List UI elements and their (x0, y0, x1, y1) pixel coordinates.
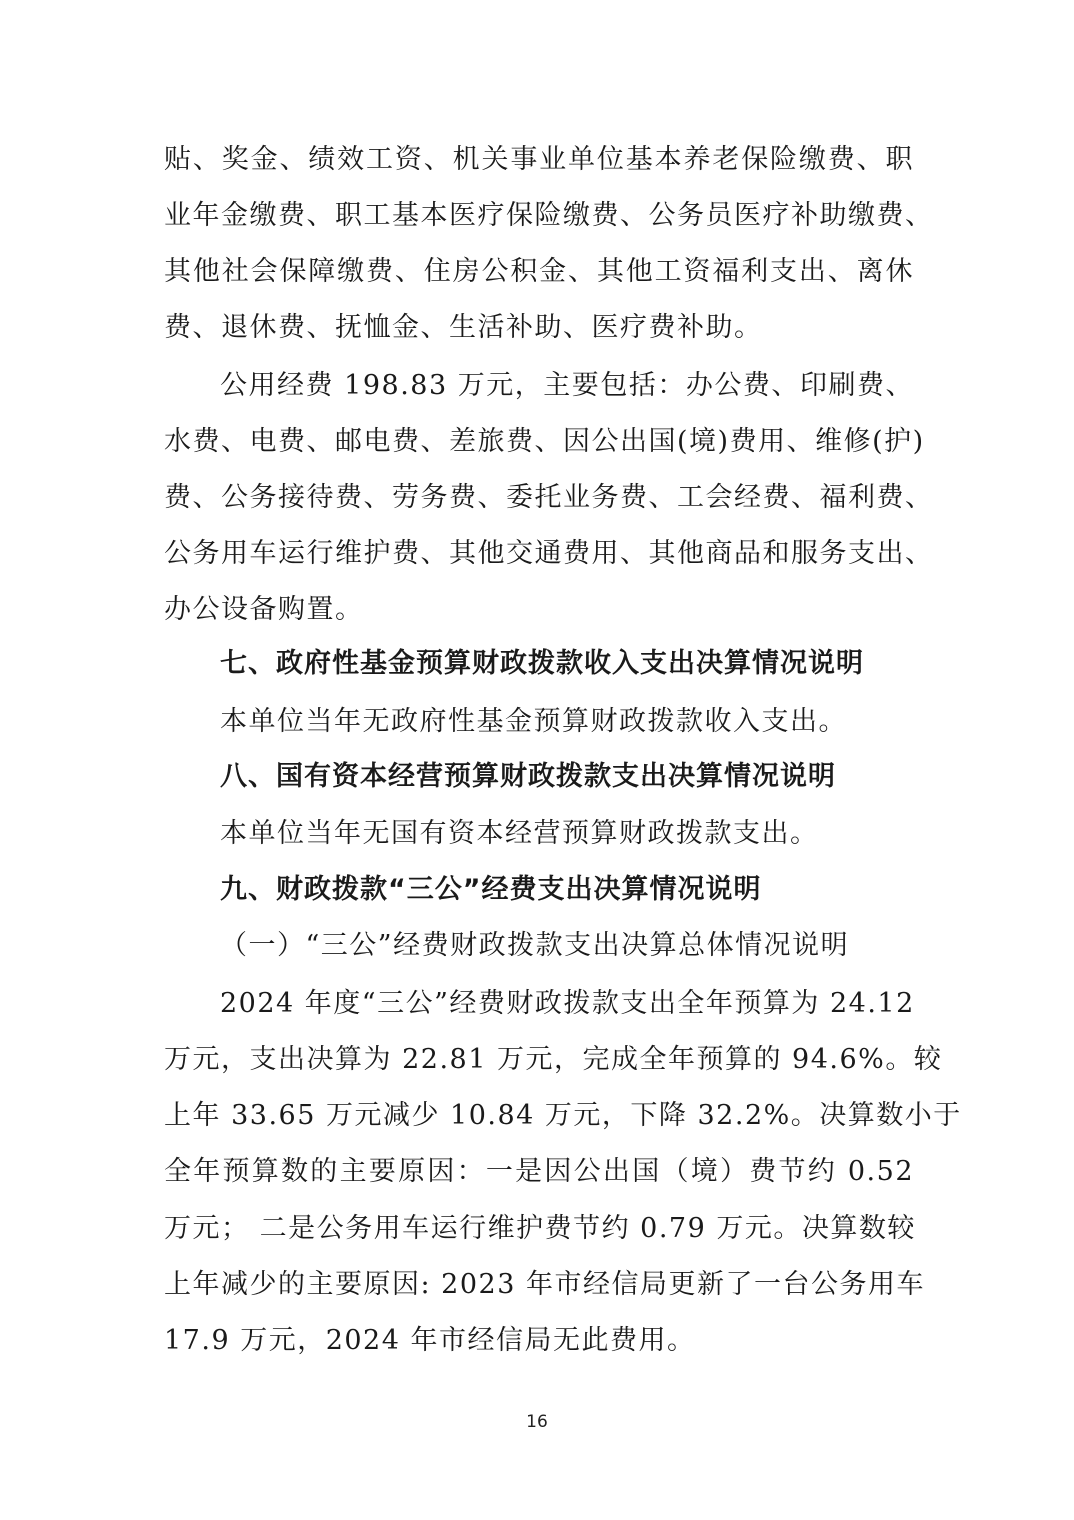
paragraph-line: 办公设备购置。 (164, 594, 364, 625)
section-subheading: （一）“三公”经费财政拨款支出决算总体情况说明 (220, 930, 850, 961)
paragraph-line: 17.9 万元，2024 年市经信局无此费用。 (164, 1325, 696, 1356)
section-body: 本单位当年无国有资本经营预算财政拨款支出。 (220, 818, 819, 849)
paragraph-line: 2024 年度“三公”经费财政拨款支出全年预算为 24.12 (220, 988, 915, 1019)
paragraph-line: 贴、奖金、绩效工资、机关事业单位基本养老保险缴费、职 (164, 144, 914, 175)
page-number: 16 (526, 1412, 548, 1432)
section-heading: 七、政府性基金预算财政拨款收入支出决算情况说明 (220, 648, 864, 679)
paragraph-line: 水费、电费、邮电费、差旅费、因公出国(境)费用、维修(护) (164, 426, 925, 457)
paragraph-line: 上年 33.65 万元减少 10.84 万元，下降 32.2%。决算数小于 (164, 1100, 962, 1131)
paragraph-line: 万元； 二是公务用车运行维护费节约 0.79 万元。决算数较 (164, 1213, 916, 1244)
paragraph-line: 业年金缴费、职工基本医疗保险缴费、公务员医疗补助缴费、 (164, 200, 934, 231)
paragraph-line: 上年减少的主要原因: 2023 年市经信局更新了一台公务用车 (164, 1269, 925, 1300)
paragraph-line: 费、公务接待费、劳务费、委托业务费、工会经费、福利费、 (164, 482, 934, 513)
paragraph-line: 公用经费 198.83 万元，主要包括：办公费、印刷费、 (220, 370, 914, 401)
section-body: 本单位当年无政府性基金预算财政拨款收入支出。 (220, 706, 847, 737)
section-heading: 八、国有资本经营预算财政拨款支出决算情况说明 (220, 761, 836, 792)
paragraph-line: 费、退休费、抚恤金、生活补助、医疗费补助。 (164, 312, 763, 343)
paragraph-line: 全年预算数的主要原因：一是因公出国（境）费节约 0.52 (164, 1156, 914, 1187)
paragraph-line: 公务用车运行维护费、其他交通费用、其他商品和服务支出、 (164, 538, 934, 569)
paragraph-line: 万元，支出决算为 22.81 万元，完成全年预算的 94.6%。较 (164, 1044, 943, 1075)
paragraph-line: 其他社会保障缴费、住房公积金、其他工资福利支出、离休 (164, 256, 914, 287)
section-heading: 九、财政拨款“三公”经费支出决算情况说明 (220, 874, 762, 905)
